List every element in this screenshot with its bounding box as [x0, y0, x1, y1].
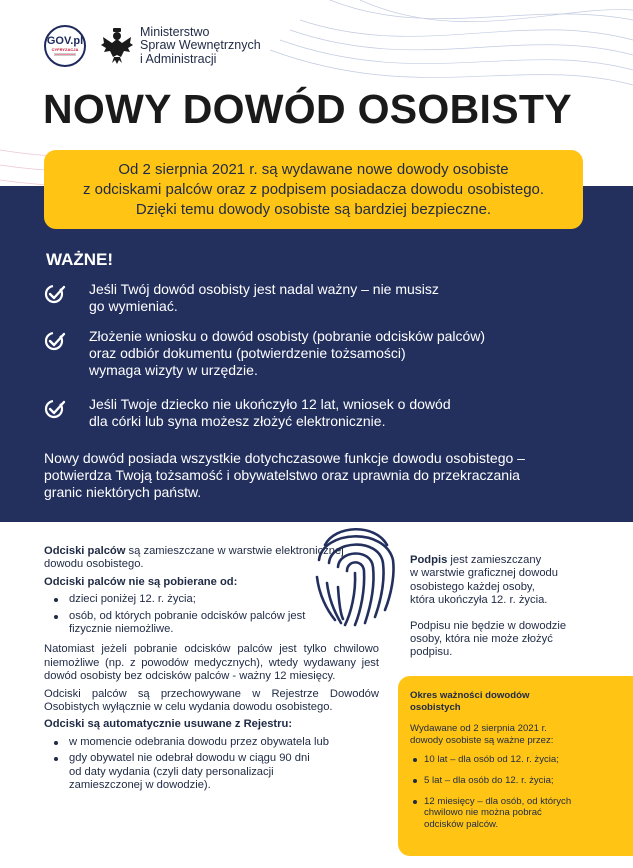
- validity-item-line: chwilowo nie można pobrać: [424, 807, 542, 819]
- check-circle-icon: [44, 283, 66, 305]
- important-item-line: dla córki lub syna możesz złożyć elektronicznie.: [89, 413, 386, 429]
- gov-logo: [44, 25, 86, 67]
- temporary-paragraph: Natomiast jeżeli pobranie odcisków palców jest tylko chwilowo niemożliwe (np. z powodów medycznych), wtedy wydawany jest dowód osobisty bez odcisków palców - ważny 12 miesięcy.: [44, 643, 379, 683]
- no-signature-line: osoby, która nie może złożyć: [410, 633, 553, 646]
- important-item: [44, 396, 451, 430]
- gov-logo-text: GOV.pl: [46, 35, 84, 47]
- intro-line: z odciskami palców oraz z podpisem posiadacza dowodu osobistego.: [82, 181, 545, 198]
- validity-intro-line: Wydawane od 2 sierpnia 2021 r.: [410, 723, 547, 735]
- validity-item-line: 10 lat – dla osób od 12. r. życia;: [424, 754, 559, 766]
- fingerprints-intro: [44, 545, 379, 572]
- signature-line: osobistego każdej osoby,: [410, 580, 535, 593]
- fingerprints-intro-text: są zamieszczane w warstwie elektronicznej dowodu osobistego.: [44, 545, 344, 571]
- important-heading: WAŻNE!: [46, 250, 114, 269]
- important-item-line: go wymieniać.: [89, 298, 178, 314]
- validity-item-line: 5 lat – dla osób do 12. r. życia;: [424, 774, 554, 786]
- check-circle-icon: [44, 330, 66, 352]
- important-item-line: Jeśli Twój dowód osobisty jest nadal ważny – nie musisz: [89, 281, 439, 297]
- important-item: [44, 328, 485, 379]
- validity-intro-line: dowody osobiste są ważne przez:: [410, 734, 554, 746]
- important-item-line: wymaga wizyty w urzędzie.: [89, 362, 258, 378]
- page-title: NOWY DOWÓD OSOBISTY: [43, 86, 572, 132]
- header: [44, 22, 261, 70]
- list-item: w momencie odebrania dowodu przez obywatela lub: [44, 736, 379, 749]
- not-taken-heading: Odciski palców nie są pobierane od:: [44, 575, 238, 588]
- not-taken-list: [44, 593, 379, 636]
- important-item-line: oraz odbiór dokumentu (potwierdzenie tożsamości): [89, 345, 406, 361]
- intro-box: [44, 150, 583, 229]
- list-item: dzieci poniżej 12. r. życia;: [44, 593, 379, 606]
- list-item: [410, 796, 623, 831]
- signature-column: [410, 545, 590, 660]
- intro-line: Dzięki temu dowody osobiste są bardziej bezpieczne.: [135, 201, 492, 218]
- removed-list: [44, 736, 379, 793]
- validity-item-line: odcisków palców.: [424, 818, 499, 830]
- signature-line: która ukończyła 12. r. życia.: [410, 594, 548, 607]
- no-signature-line: podpisu.: [410, 646, 453, 659]
- signature-line: jest zamieszczany: [447, 554, 542, 566]
- list-item: [410, 754, 623, 766]
- validity-box: [398, 676, 633, 856]
- important-item-line: Złożenie wniosku o dowód osobisty (pobranie odcisków palców): [89, 328, 486, 344]
- no-signature-line: Podpisu nie będzie w dowodzie: [410, 619, 567, 632]
- stored-paragraph: Odciski palców są przechowywane w Rejestrze Dowodów Osobistych wyłącznie w celu wydania dowodu osobistego.: [44, 687, 379, 714]
- signature-line: w warstwie graficznej dowodu: [410, 567, 558, 580]
- functions-line: potwierdza Twoją tożsamość i obywatelstwo oraz uprawnia do przekraczania: [44, 467, 520, 483]
- flag-icon: [54, 53, 76, 56]
- functions-line: granic niektórych państw.: [44, 484, 202, 500]
- fingerprints-term: Odciski palców: [44, 545, 126, 557]
- removed-heading: Odciski są automatycznie usuwane z Rejestru:: [44, 718, 293, 731]
- fingerprints-column: [44, 545, 379, 800]
- ministry-name: [140, 26, 261, 67]
- check-circle-icon: [44, 398, 66, 420]
- list-item: gdy obywatel nie odebrał dowodu w ciągu 90 dni od daty wydania (czyli daty personalizacji zamieszczonej w dowodzie).: [44, 752, 379, 792]
- gov-logo-sub: CYFRYZACJA: [51, 47, 79, 52]
- ministry-line: Ministerstwo: [140, 24, 210, 39]
- validity-intro: [410, 723, 623, 746]
- functions-line: Nowy dowód posiada wszystkie dotychczasowe funkcje dowodu osobistego –: [44, 450, 525, 466]
- functions-paragraph: [44, 450, 525, 501]
- ministry-line: i Administracji: [140, 51, 217, 66]
- validity-list: [410, 754, 623, 830]
- list-item: [410, 775, 623, 787]
- eagle-emblem-icon: [100, 27, 134, 65]
- validity-title-line: Okres ważności dowodów: [410, 690, 530, 701]
- list-item: osób, od których pobranie odcisków palców jest fizycznie niemożliwe.: [44, 610, 379, 637]
- ministry-line: Spraw Wewnętrznych: [140, 38, 261, 53]
- validity-title-line: osobistych: [410, 701, 461, 713]
- validity-item-line: 12 miesięcy – dla osób, od których: [424, 795, 572, 807]
- validity-title: [410, 690, 623, 713]
- intro-line: Od 2 sierpnia 2021 r. są wydawane nowe dowody osobiste: [118, 161, 509, 178]
- important-item-line: Jeśli Twoje dziecko nie ukończyło 12 lat, wniosek o dowód: [89, 396, 451, 412]
- important-item: [44, 281, 439, 315]
- signature-term: Podpis: [410, 554, 448, 566]
